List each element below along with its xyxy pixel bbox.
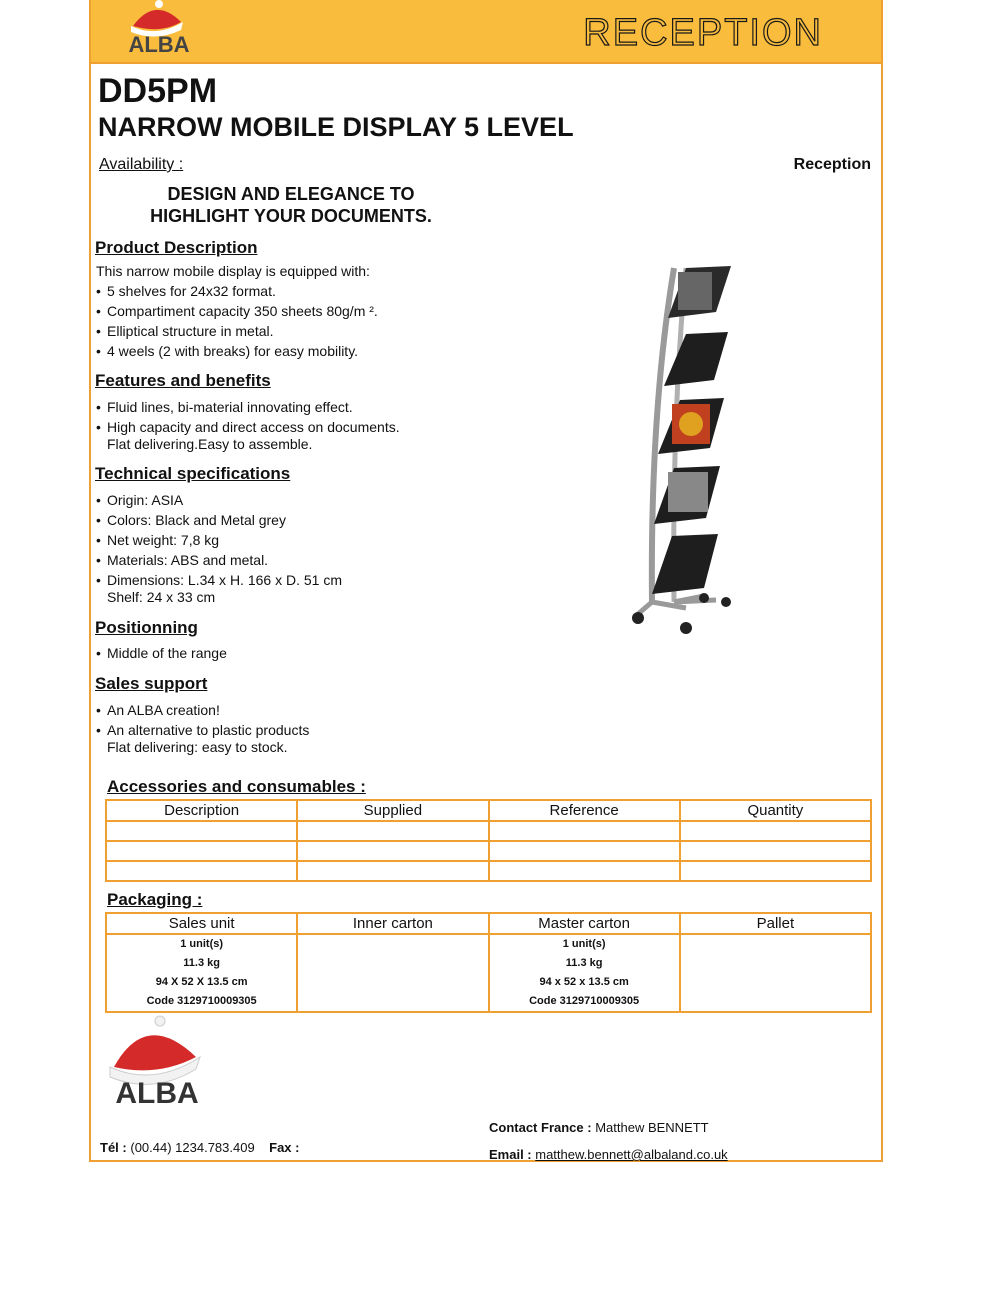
tel-label: Tél : — [100, 1140, 127, 1155]
positioning-title: Positionning — [95, 618, 198, 637]
svg-text:ALBA: ALBA — [128, 32, 190, 57]
section-title: RECEPTION — [583, 12, 823, 54]
packaging-title: Packaging : — [107, 890, 203, 909]
list-item: • Materials: ABS and metal. — [96, 552, 269, 568]
column-header: Sales unit — [106, 913, 297, 934]
alba-logo-icon — [111, 0, 211, 60]
contact-block — [489, 1114, 728, 1168]
tagline-line-1: DESIGN AND ELEGANCE TO — [167, 184, 415, 204]
column-header: Master carton — [489, 913, 680, 934]
accessories-table — [105, 799, 872, 882]
fax-label: Fax : — [269, 1140, 300, 1155]
tel-value: (00.44) 1234.783.409 — [130, 1140, 255, 1155]
list-item: • High capacity and direct access on documents. Flat delivering.Easy to assemble. — [96, 419, 400, 452]
specs-title: Technical specifications — [95, 464, 291, 483]
features-title: Features and benefits — [95, 371, 271, 390]
availability-label: Availability : — [99, 156, 184, 173]
email-label: Email : — [489, 1147, 532, 1162]
column-header: Inner carton — [297, 913, 488, 934]
column-header: Quantity — [680, 800, 871, 821]
sales-unit-cell: 1 unit(s) 11.3 kg 94 X 52 X 13.5 cm Code 3129710009305 — [106, 934, 297, 1012]
tagline — [111, 183, 471, 227]
email-link[interactable]: matthew.bennett@albaland.co.uk — [535, 1147, 728, 1162]
contact-label: Contact France : — [489, 1120, 592, 1135]
header-bar — [91, 0, 881, 64]
list-item: • Compartiment capacity 350 sheets 80g/m ². — [96, 303, 378, 319]
description-intro: This narrow mobile display is equipped with: — [96, 263, 370, 279]
list-item: • Net weight: 7,8 kg — [96, 532, 220, 548]
packaging-table — [105, 912, 872, 1013]
list-item: • An alternative to plastic products Flat delivering: easy to stock. — [96, 722, 310, 755]
list-item: • Fluid lines, bi-material innovating effect. — [96, 399, 353, 415]
master-carton-cell: 1 unit(s) 11.3 kg 94 x 52 x 13.5 cm Code 3129710009305 — [489, 934, 680, 1012]
column-header: Description — [106, 800, 297, 821]
pallet-cell — [680, 934, 871, 1012]
list-item: • Origin: ASIA — [96, 492, 184, 508]
list-item: • Middle of the range — [96, 645, 227, 661]
list-item: • 5 shelves for 24x32 format. — [96, 283, 276, 299]
table-row — [106, 934, 871, 1012]
accessories-title: Accessories and consumables : — [107, 777, 366, 796]
list-item: • Elliptical structure in metal. — [96, 323, 274, 339]
description-title: Product Description — [95, 238, 258, 257]
availability-value: Reception — [793, 156, 871, 173]
tagline-line-2: HIGHLIGHT YOUR DOCUMENTS. — [150, 206, 432, 226]
column-header: Supplied — [297, 800, 488, 821]
sales-title: Sales support — [95, 674, 208, 693]
column-header: Pallet — [680, 913, 871, 934]
table-row — [106, 861, 871, 881]
list-item: • Colors: Black and Metal grey — [96, 512, 286, 528]
table-row — [106, 821, 871, 841]
alba-footer-logo-icon — [96, 1015, 218, 1105]
table-row — [106, 841, 871, 861]
svg-text:ALBA: ALBA — [115, 1077, 199, 1105]
list-item: • 4 weels (2 with breaks) for easy mobility. — [96, 343, 359, 359]
product-name: NARROW MOBILE DISPLAY 5 LEVEL — [98, 112, 574, 142]
list-item: • Dimensions: L.34 x H. 166 x D. 51 cm Shelf: 24 x 33 cm — [96, 572, 342, 605]
product-code: DD5PM — [98, 72, 218, 110]
phone-block — [100, 1140, 299, 1155]
product-sheet — [89, 0, 883, 1162]
inner-carton-cell — [297, 934, 488, 1012]
product-image — [616, 262, 746, 640]
contact-name: Matthew BENNETT — [595, 1120, 709, 1135]
column-header: Reference — [489, 800, 680, 821]
list-item: • An ALBA creation! — [96, 702, 220, 718]
